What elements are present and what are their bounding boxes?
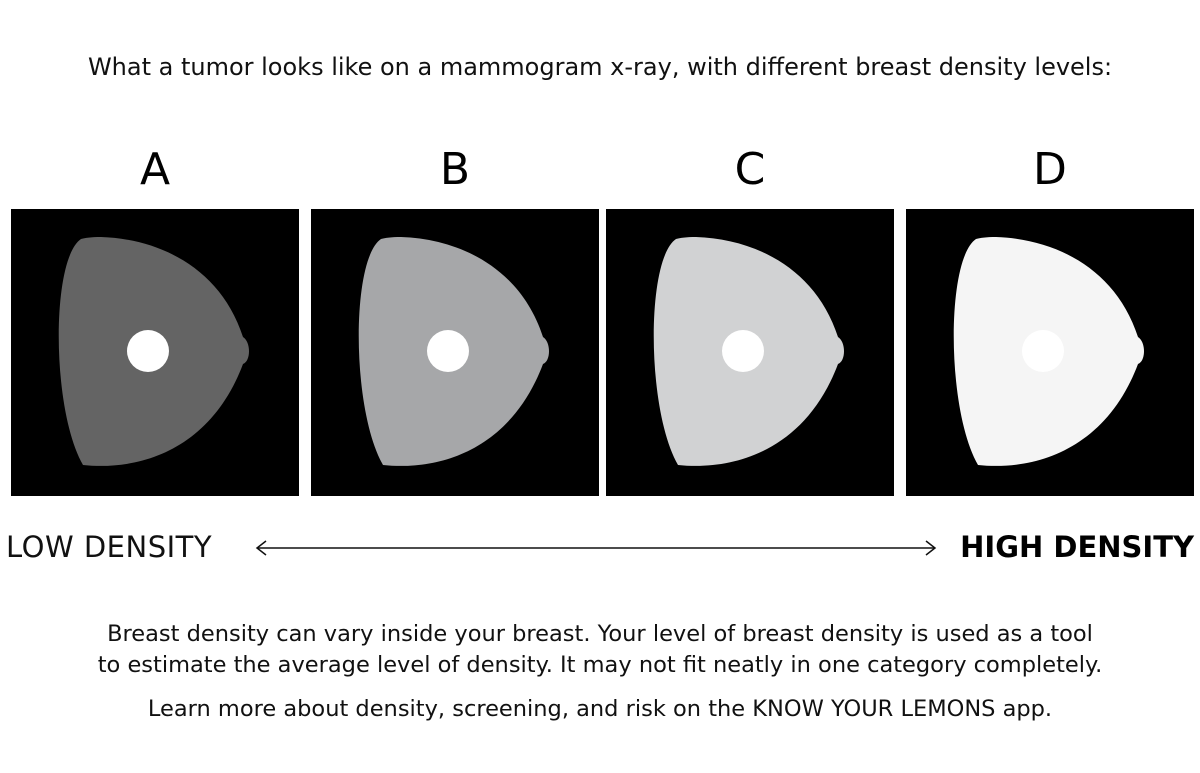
mammogram-a (11, 209, 299, 496)
panel-c (606, 142, 894, 496)
diagram-title: What a tumor looks like on a mammogram x-ray, with different breast density levels: (87, 53, 1113, 81)
mammogram-d (906, 209, 1194, 496)
density-scale-arrow (254, 537, 938, 559)
description-line-1: Breast density can vary inside your breast. Your level of breast density is used as a tool (107, 621, 1093, 647)
panel-a-letter: A (139, 144, 171, 195)
description-line-2: to estimate the average level of density. It may not fit neatly in one category completely. (97, 652, 1103, 678)
panel-d (906, 142, 1194, 496)
tumor-c (722, 330, 764, 372)
mammogram-c (606, 209, 894, 496)
panel-b (311, 142, 599, 496)
panel-d-letter: D (1033, 144, 1067, 195)
panel-b-letter: B (439, 144, 471, 195)
mammogram-b (311, 209, 599, 496)
learn-more-text: Learn more about density, screening, and risk on the KNOW YOUR LEMONS app. (147, 696, 1053, 722)
tumor-a (127, 330, 169, 372)
tumor-d (1022, 330, 1064, 372)
high-density-label: HIGH DENSITY (960, 530, 1194, 564)
description-paragraph (0, 619, 1200, 681)
low-density-label: LOW DENSITY (6, 530, 213, 564)
panel-c-letter: C (734, 144, 766, 195)
tumor-b (427, 330, 469, 372)
panel-a (11, 142, 299, 496)
